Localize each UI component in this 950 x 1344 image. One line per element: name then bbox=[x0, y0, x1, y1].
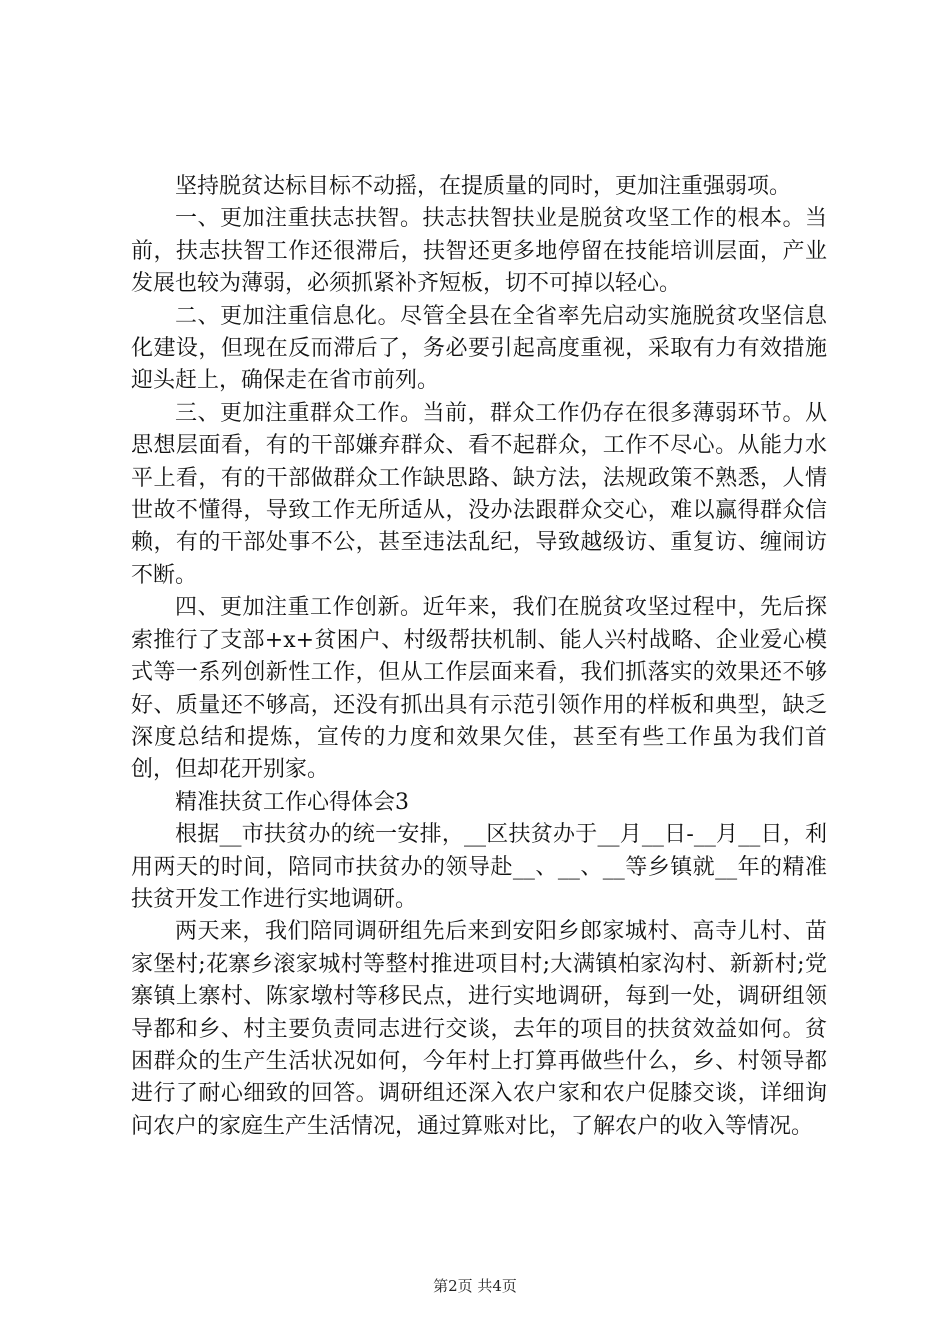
paragraph-intro: 坚持脱贫达标目标不动摇，在提质量的同时，更加注重强弱项。 bbox=[175, 174, 792, 199]
paragraph-point-1: 一、更加注重扶志扶智。扶志扶智扶业是脱贫攻坚工作的根本。当前，扶志扶智工作还很滞后，扶智还更多地停留在技能培训层面，产业发展也较为薄弱，必须抓紧补齐短板，切不可掉以轻心。 bbox=[131, 206, 827, 297]
paragraph-point-4: 四、更加注重工作创新。近年来，我们在脱贫攻坚过程中，先后探索推行了支部+x+贫困户、村级帮扶机制、能人兴村战略、企业爱心模式等一系列创新性工作，但从工作层面来看，我们抓落实的效果还不够好、质量还不够高，还没有抓出具有示范引领作用的样板和典型，缺乏深度总结和提炼，宣传的力度和效果欠佳，甚至有些工作虽为我们首创，但却花开别家。 bbox=[131, 595, 827, 783]
section-heading: 精准扶贫工作心得体会3 bbox=[175, 789, 409, 815]
paragraph-arrangement: 根据__市扶贫办的统一安排，__区扶贫办于__月__日-__月__日，利用两天的时间，陪同市扶贫办的领导赴__、__、__等乡镇就__年的精准扶贫开发工作进行实地调研。 bbox=[131, 822, 827, 912]
page-number: 第2页 共4页 bbox=[433, 1277, 517, 1295]
paragraph-research: 两天来，我们陪同调研组先后来到安阳乡郎家城村、高寺儿村、苗家堡村;花寨乡滚家城村等整村推进项目村;大满镇柏家沟村、新新村;党寨镇上寨村、陈家墩村等移民点，进行实地调研，每到一处，调研组领导都和乡、村主要负责同志进行交谈，去年的项目的扶贫效益如何。贫困群众的生产生活状况如何，今年村上打算再做些什么，乡、村领导都进行了耐心细致的回答。调研组还深入农户家和农户促膝交谈，详细询问农户的家庭生产生活情况，通过算账对比，了解农户的收入等情况。 bbox=[131, 919, 827, 1139]
document-body bbox=[131, 171, 827, 1143]
paragraph-point-2: 二、更加注重信息化。尽管全县在全省率先启动实施脱贫攻坚信息化建设，但现在反而滞后了，务必要引起高度重视，采取有力有效措施迎头赶上，确保走在省市前列。 bbox=[131, 303, 827, 394]
paragraph-point-3: 三、更加注重群众工作。当前，群众工作仍存在很多薄弱环节。从思想层面看，有的干部嫌弃群众、看不起群众，工作不尽心。从能力水平上看，有的干部做群众工作缺思路、缺方法，法规政策不熟悉，人情世故不懂得，导致工作无所适从，没办法跟群众交心，难以赢得群众信赖，有的干部处事不公，甚至违法乱纪，导致越级访、重复访、缠闹访不断。 bbox=[131, 400, 827, 588]
